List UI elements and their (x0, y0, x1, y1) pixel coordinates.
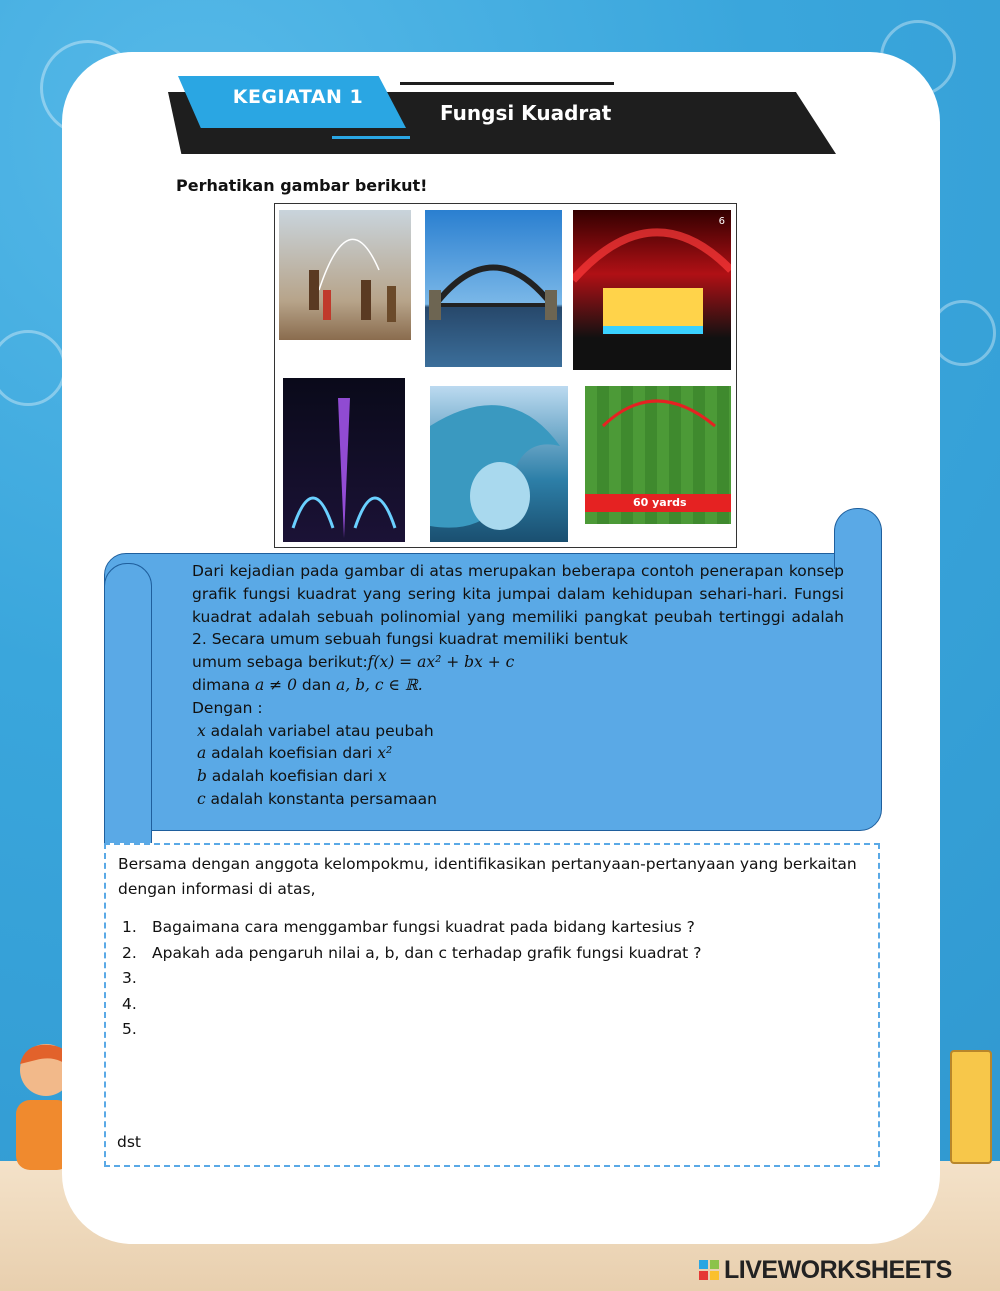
question-number: 3. (122, 969, 137, 987)
question-item (122, 992, 701, 1018)
question-text: Apakah ada pengaruh nilai a, b, dan c terhadap grafik fungsi kuadrat ? (152, 943, 702, 962)
list-continuation: dst (117, 1133, 141, 1151)
question-number: 1. (122, 918, 137, 936)
instruction-text: Perhatikan gambar berikut! (176, 176, 428, 195)
condition-prefix: dimana (192, 675, 255, 694)
question-text: Bagaimana cara menggambar fungsi kuadrat pada bidang kartesius ? (152, 918, 695, 936)
photo-caption: 60 yards (633, 496, 687, 509)
definition-symbol: a (196, 744, 207, 763)
formula-line (192, 651, 844, 674)
definition-symbol: b (196, 767, 207, 786)
explanation-text (192, 560, 844, 811)
question-number: 2. (122, 943, 137, 962)
formula-prefix: umum sebaga berikut: (192, 653, 368, 672)
definition-item (192, 720, 844, 743)
photo-grid (274, 203, 737, 548)
quadratic-formula: f(x) = ax² + bx + c (367, 653, 515, 672)
definition-text: adalah konstanta persamaan (205, 789, 437, 808)
definition-tail: x (377, 767, 387, 786)
definition-text: adalah variabel atau peubah (205, 721, 434, 740)
question-list (122, 915, 701, 1043)
definition-text: adalah koefisian dari (206, 767, 378, 786)
question-intro: Bersama dengan anggota kelompokmu, identifikasikan pertanyaan-pertanyaan yang berkaitan dengan informasi di atas, (118, 855, 857, 898)
header-divider (400, 82, 614, 85)
definition-item (192, 788, 844, 811)
page-title: Fungsi Kuadrat (440, 101, 612, 125)
question-number: 4. (122, 994, 137, 1013)
skipping-rope-photo (279, 210, 411, 340)
photo-caption: 6 (718, 216, 725, 227)
harbour-bridge-photo (425, 210, 562, 367)
dengan-label: Dengan : (192, 698, 263, 717)
explanation-paragraph: Dari kejadian pada gambar di atas merupakan beberapa contoh penerapan konsep grafik fungsi kuadrat yang sering kita jumpai dalam kehidupan sehari-hari. Fungsi kuadrat adalah sebuah polinomial yang memiliki pangkat peubah tertinggi adalah 2. Secara umum sebuah fungsi kuadrat memiliki bentuk (192, 562, 844, 649)
question-item (122, 966, 701, 992)
activity-underline (332, 136, 410, 139)
definition-text: adalah koefisian dari (206, 744, 378, 763)
definition-symbol: x (196, 721, 206, 740)
ocean-wave-photo (430, 386, 568, 542)
definition-item (192, 765, 844, 788)
liveworksheets-logo-icon (699, 1260, 719, 1280)
condition-line (192, 674, 844, 697)
question-item (122, 915, 701, 941)
condition-b: a, b, c ∈ ℝ. (335, 675, 423, 694)
football-field-photo (585, 386, 731, 524)
question-item (122, 941, 701, 967)
definition-item (192, 742, 844, 765)
question-number: 5. (122, 1020, 137, 1038)
condition-a: a ≠ 0 (255, 675, 297, 694)
condition-mid: dan (296, 675, 336, 694)
definition-tail: x² (377, 744, 393, 763)
scroll-roll-left (104, 563, 152, 845)
definition-symbol: c (196, 789, 206, 808)
light-fountain-building-photo (573, 210, 731, 370)
liveworksheets-logo-text[interactable]: LIVEWORKSHEETS (724, 1256, 952, 1284)
activity-label: KEGIATAN 1 (232, 86, 364, 108)
question-item (122, 1017, 701, 1043)
book-illustration (950, 1050, 992, 1164)
water-fountain-photo (283, 378, 405, 542)
